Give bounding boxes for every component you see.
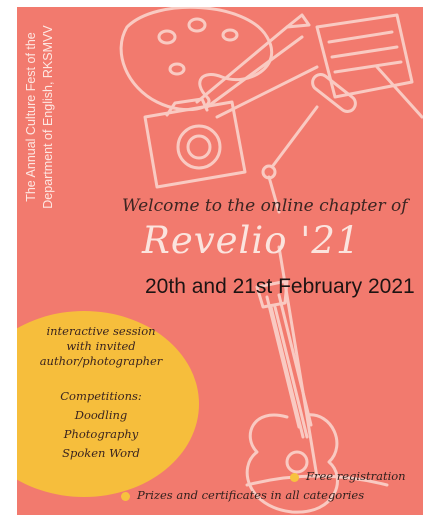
- organizer-line-1: The Annual Culture Fest of the: [24, 32, 38, 202]
- competition-item: Photography: [63, 427, 139, 441]
- event-poster: [17, 7, 423, 515]
- competitions-list: [21, 387, 181, 463]
- organizer-text: [23, 17, 73, 217]
- highlight-text: Prizes and certificates in all categories: [137, 488, 365, 502]
- organizer-line-2: Department of English, RKSMVV: [41, 25, 55, 209]
- competition-item: Spoken Word: [62, 446, 140, 460]
- highlight-item: [290, 469, 406, 483]
- session-line-3: author/photographer: [39, 354, 163, 368]
- competition-item: Doodling: [74, 408, 128, 422]
- welcome-text: Welcome to the online chapter of: [122, 196, 408, 216]
- highlight-item: [121, 488, 364, 502]
- event-dates: 20th and 21st February 2021: [145, 275, 415, 298]
- session-line-1: interactive session: [46, 324, 156, 338]
- session-line-2: with invited: [66, 339, 136, 353]
- bullet-dot-icon: [121, 492, 130, 501]
- brushes-icon: [197, 15, 317, 117]
- event-title: Revelio '21: [142, 219, 361, 262]
- session-info: [21, 324, 181, 369]
- competitions-heading: Competitions:: [60, 389, 142, 403]
- bullet-dot-icon: [290, 473, 299, 482]
- camera-icon: [145, 99, 245, 187]
- highlight-text: Free registration: [306, 469, 406, 483]
